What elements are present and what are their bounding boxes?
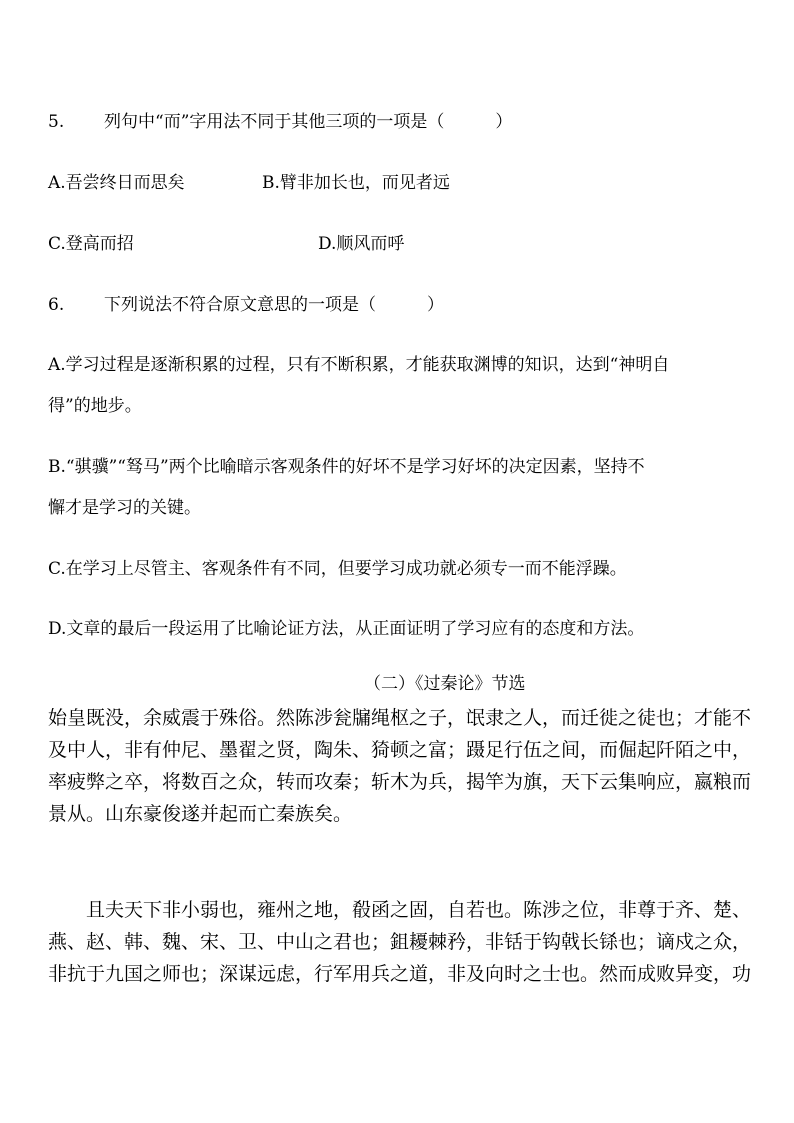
option-c: C.在学习上尽管主、客观条件有不同，但要学习成功就必须专一而不能浮躁。 — [48, 559, 627, 579]
passage-line: 且夫天下非小弱也，雍州之地，殽函之固，自若也。陈涉之位，非尊于齐、楚、 — [86, 899, 752, 921]
option-c: C.登高而招 — [48, 234, 134, 254]
question-stem: 列句中“而”字用法不同于其他三项的一项是（ ） — [104, 112, 513, 132]
question-5 — [48, 107, 512, 132]
option-b-line-2: 懈才是学习的关键。 — [48, 498, 201, 518]
question-number: 5. — [48, 112, 65, 132]
passage-line: 始皇既没，余威震于殊俗。然陈涉瓮牖绳枢之子，氓隶之人，而迁徙之徒也；才能不 — [48, 707, 752, 729]
option-a-line-2: 得”的地步。 — [48, 396, 142, 416]
question-number: 6. — [48, 295, 65, 315]
question-stem: 下列说法不符合原文意思的一项是（ ） — [104, 295, 444, 315]
option-d: D.顺风而呼 — [318, 234, 405, 254]
passage-paragraph-1 — [48, 702, 752, 830]
section-title: （二）《过秦论》节选 — [364, 674, 526, 694]
option-b: B.臂非加长也，而见者远 — [262, 173, 450, 193]
option-b-line-1: B.“骐骥”“驽马”两个比喻暗示客观条件的好坏不是学习好坏的决定因素，坚持不 — [48, 457, 645, 477]
passage-line: 率疲弊之卒，将数百之众，转而攻秦；斩木为兵，揭竿为旗，天下云集响应，嬴粮而 — [48, 771, 752, 793]
passage-line: 及中人，非有仲尼、墨翟之贤，陶朱、猗顿之富；蹑足行伍之间，而倔起阡陌之中， — [48, 739, 752, 761]
passage-line: 非抗于九国之师也；深谋远虑，行军用兵之道，非及向时之士也。然而成败异变，功 — [48, 963, 752, 985]
option-d: D.文章的最后一段运用了比喻论证方法，从正面证明了学习应有的态度和方法。 — [48, 619, 645, 639]
passage-line: 景从。山东豪俊遂并起而亡秦族矣。 — [48, 803, 353, 825]
option-a: A.吾尝终日而思矣 — [48, 173, 185, 193]
passage-paragraph-2 — [48, 894, 752, 990]
option-a-line-1: A.学习过程是逐渐积累的过程，只有不断积累，才能获取渊博的知识，达到“神明自 — [48, 355, 670, 375]
question-5-options-row-2 — [48, 229, 404, 254]
question-6 — [48, 290, 444, 315]
passage-line: 燕、赵、韩、魏、宋、卫、中山之君也；鉏耰棘矜，非铦于钩戟长铩也；谪戍之众， — [48, 931, 752, 953]
question-5-options-row-1 — [48, 168, 450, 193]
